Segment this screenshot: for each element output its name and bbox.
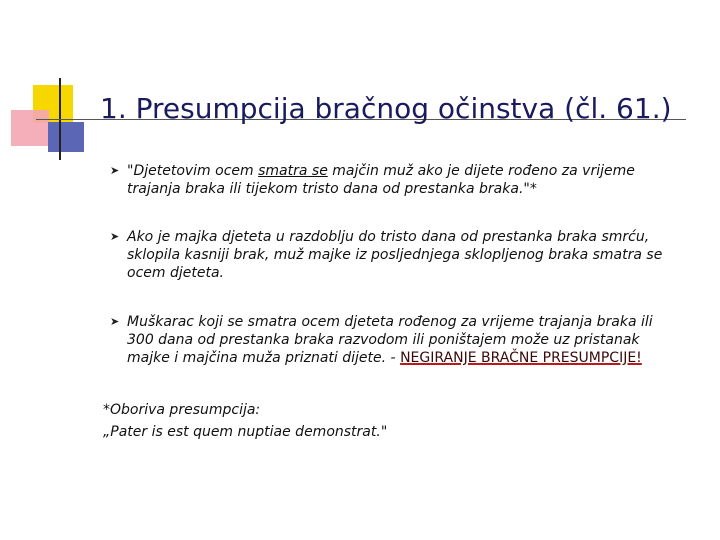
footnote-line-2: „Pater is est quem nuptiae demonstrat." [103,424,388,440]
footnote-line-1: *Oboriva presumpcija: [103,402,261,418]
bullet-text-end: majčin muž ako je dijete rođeno za vrijeme trajanja braka ili tijekom tristo dana od prestanka braka."* [127,163,635,197]
bullet-text-start: "Djetetovim ocem [127,163,259,179]
arrow-bullet-icon: ➤ [110,164,120,177]
bullet-text-body: Muškarac koji se smatra ocem djeteta rođenog za vrijeme trajanja braka ili 300 dana od prestanka braka razvodom ili poništajem može uz pristanak majke i majčina muža priznati dijete. - [127,314,653,366]
decorative-blue-square [48,122,84,152]
arrow-bullet-icon: ➤ [110,230,120,243]
underlined-phrase: smatra se [258,163,328,179]
page-title: 1. Presumpcija bračnog očinstva (čl. 61.) [100,92,672,125]
bullet-text: Ako je majka djeteta u razdoblju do tristo dana od prestanka braka smrću, sklopila kasniji brak, muž majke iz posljednjega sklopljenog braka smatra se ocem djeteta. [127,229,663,281]
footnote [103,399,387,443]
bullet-item-presumption [110,162,680,198]
bullet-item-later-marriage [110,228,680,282]
arrow-bullet-icon: ➤ [110,315,120,328]
bullet-text [127,313,680,367]
decorative-pink-square [11,110,49,146]
bullet-text [127,162,680,198]
emphasis-negation-link[interactable]: NEGIRANJE BRAČNE PRESUMPCIJE! [400,350,642,366]
bullet-item-recognition [110,313,680,367]
